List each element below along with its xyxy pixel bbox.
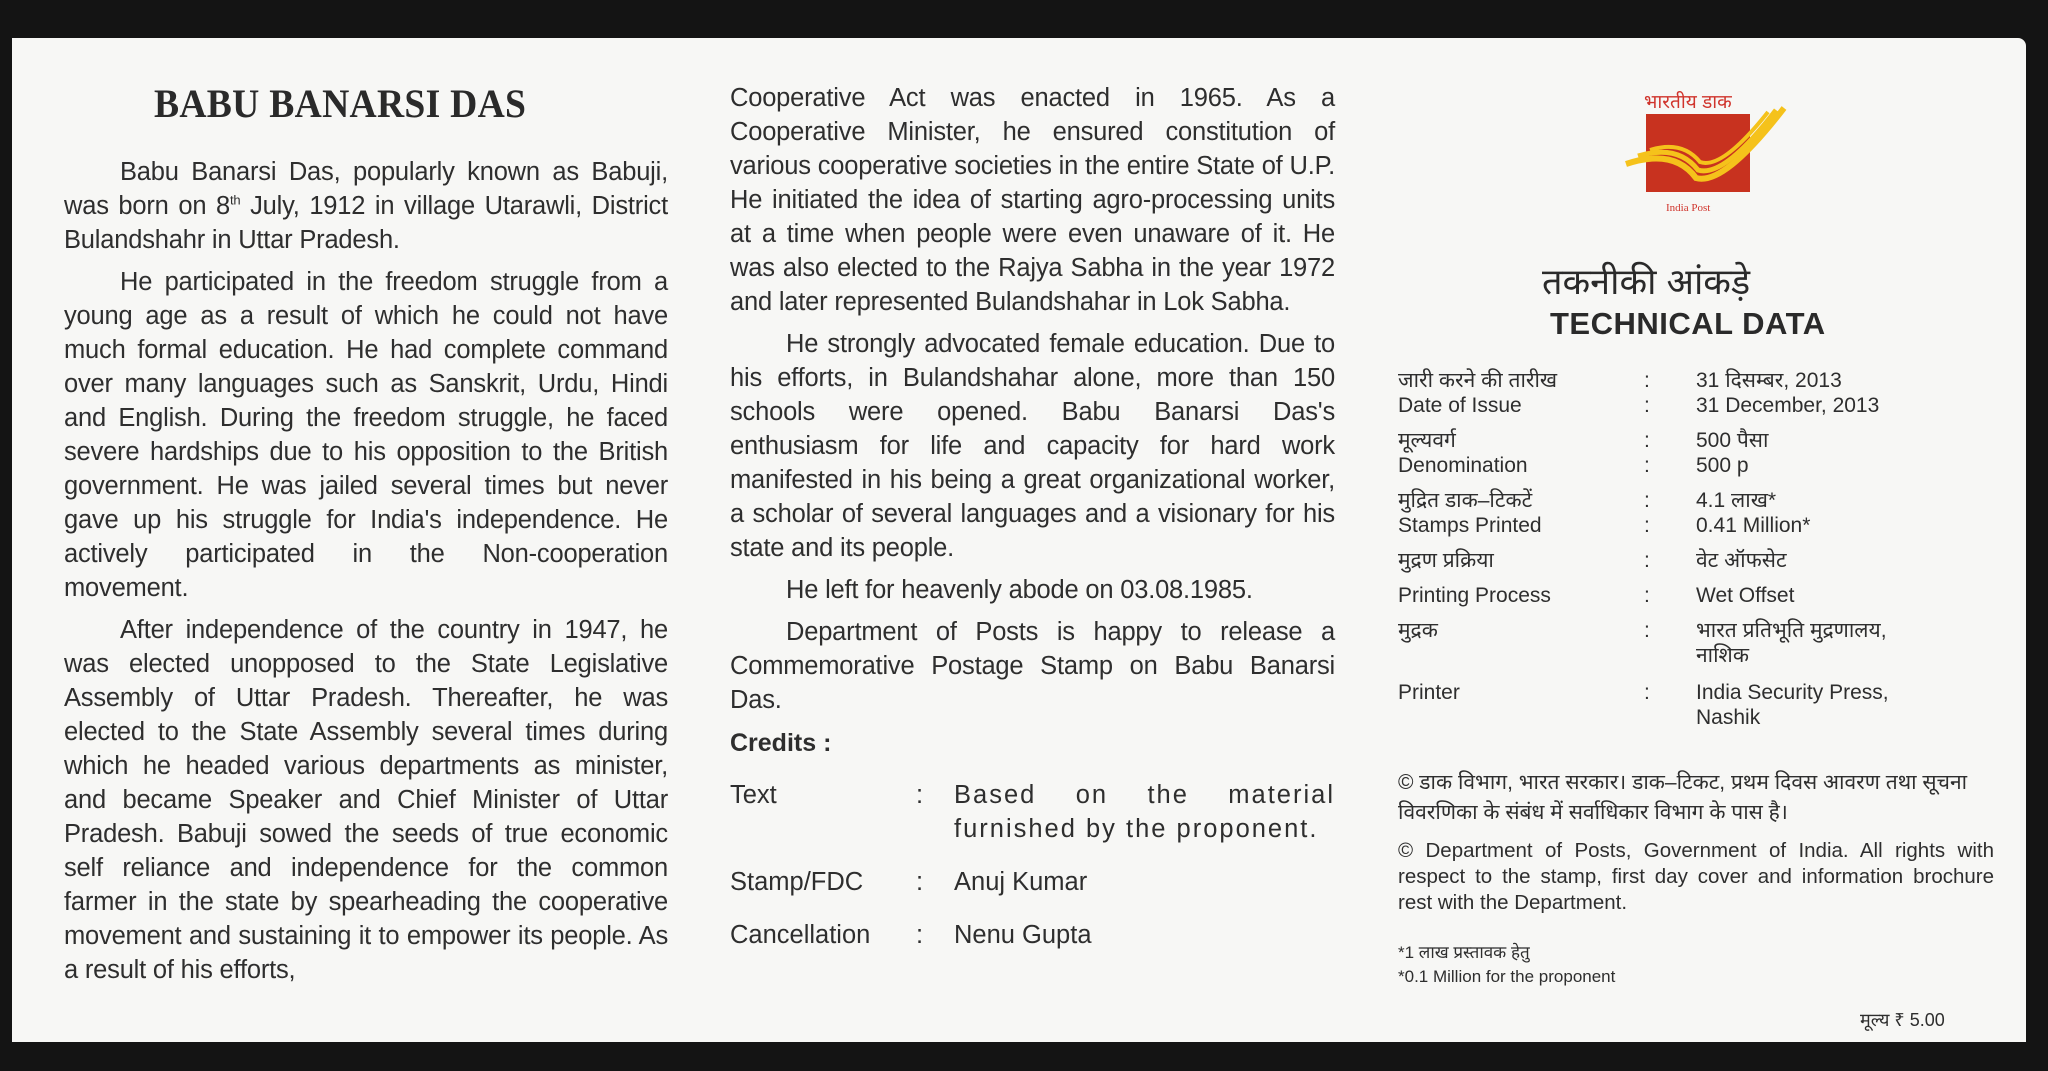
technical-data-title: TECHNICAL DATA xyxy=(1550,306,1826,341)
tech-label: Stamps Printed xyxy=(1398,514,1542,537)
credit-separator: : xyxy=(916,868,924,896)
tech-value xyxy=(1696,618,1998,668)
tech-separator: : xyxy=(1644,489,1650,512)
tech-row-date-hi xyxy=(1398,368,1998,393)
tech-row-printer xyxy=(1398,680,1998,730)
tech-label: Printing Process xyxy=(1398,584,1551,607)
tech-value: Wet Offset xyxy=(1696,584,1795,607)
tech-row-stamps-printed-hi xyxy=(1398,488,1998,513)
paragraph-text: Babu Banarsi Das, popularly known as Babuji, was born on 8 xyxy=(64,158,668,220)
tech-separator: : xyxy=(1644,681,1650,704)
tech-row-date xyxy=(1398,393,1998,418)
credits-heading: Credits : xyxy=(730,729,832,757)
tech-label: Denomination xyxy=(1398,454,1528,477)
credit-row-text xyxy=(730,778,1335,846)
tech-value: 4.1 लाख* xyxy=(1696,489,1777,512)
credit-row-stamp-fdc xyxy=(730,865,1335,899)
brochure-card xyxy=(12,38,2026,1042)
tech-row-denomination xyxy=(1398,453,1998,478)
tech-value-line: India Security Press, xyxy=(1696,681,1889,704)
logo-swoosh-icon xyxy=(1604,86,1824,216)
tech-value-line: भारत प्रतिभूति मुद्रणालय, xyxy=(1696,619,1887,642)
tech-label: मुद्रित डाक–टिकटें xyxy=(1398,489,1533,512)
credit-value: Nenu Gupta xyxy=(954,921,1092,949)
tech-row-stamps-printed xyxy=(1398,513,1998,538)
ordinal-suffix: th xyxy=(229,192,241,208)
tech-row-denomination-hi xyxy=(1398,428,1998,453)
biography-paragraph: Cooperative Act was enacted in 1965. As a Cooperative Minister, he ensured constitution of various cooperative societies in the entire State of U.P. He initiated the idea of starting agro-processing units at a time when people were even unaware of it. He was also elected to the Rajya Sabha in the year 1972 and later represented Bulandshahar in Lok Sabha. xyxy=(730,84,1335,316)
biography-paragraph: He left for heavenly abode on 03.08.1985. xyxy=(786,576,1253,604)
tech-value: वेट ऑफसेट xyxy=(1696,549,1787,572)
tech-value: 0.41 Million* xyxy=(1696,514,1811,537)
copyright-notice: © Department of Posts, Government of India. All rights with respect to the stamp, first day cover and information brochure rest with the Department. xyxy=(1398,839,1994,914)
tech-value: 500 पैसा xyxy=(1696,429,1769,452)
tech-value xyxy=(1696,680,1998,730)
price-label: मूल्य ₹ 5.00 xyxy=(1860,1010,1945,1030)
biography-column-left xyxy=(64,38,668,995)
biography-paragraph: After independence of the country in 1947, he was elected unopposed to the State Legislative Assembly of Uttar Pradesh. Thereafter, he was elected to the State Assembly several times during which he headed various departments as minister, and became Speaker and Chief Minister of Uttar Pradesh. Babuji sowed the seeds of true economic self reliance and independence for the common farmer in the state by spearheading the cooperative movement and sustaining it to empower its people. As a result of his efforts, xyxy=(64,616,668,984)
tech-separator: : xyxy=(1644,369,1650,392)
credit-label: Text xyxy=(730,781,777,809)
footnote-hindi: *1 लाख प्रस्तावक हेतु xyxy=(1398,943,1530,962)
credit-label: Cancellation xyxy=(730,921,871,949)
technical-data-table xyxy=(1398,368,1998,730)
logo-english-text: India Post xyxy=(1666,202,1711,214)
tech-row-printing-process xyxy=(1398,583,1998,608)
tech-separator: : xyxy=(1644,454,1650,477)
paragraph-text: July, 1912 in village Utarawli, District Bulandshahr in Uttar Pradesh. xyxy=(64,192,668,254)
credit-label: Stamp/FDC xyxy=(730,868,864,896)
credit-separator: : xyxy=(916,781,924,809)
tech-separator: : xyxy=(1644,394,1650,417)
page-title: BABU BANARSI DAS xyxy=(154,81,527,126)
tech-separator: : xyxy=(1644,429,1650,452)
tech-value: 31 December, 2013 xyxy=(1696,394,1880,417)
tech-separator: : xyxy=(1644,619,1650,642)
tech-separator: : xyxy=(1644,584,1650,607)
tech-label: जारी करने की तारीख xyxy=(1398,369,1558,392)
tech-label: मुद्रक xyxy=(1398,619,1438,642)
logo-hindi-text: भारतीय डाक xyxy=(1644,92,1732,113)
credit-value: Based on the material furnished by the proponent. xyxy=(954,781,1335,843)
biography-paragraph: He participated in the freedom struggle from a young age as a result of which he could not have much formal education. He had complete command over many languages such as Sanskrit, Urdu, Hindi and English. During the freedom struggle, he faced severe hardships due to his opposition to the British government. He was jailed several times but never gave up his struggle for India's independence. He actively participated in the Non-cooperation movement. xyxy=(64,268,668,602)
tech-separator: : xyxy=(1644,514,1650,537)
footnote: *0.1 Million for the proponent xyxy=(1398,967,1616,986)
tech-value-line: नाशिक xyxy=(1696,644,1749,667)
release-note: Department of Posts is happy to release a Commemorative Postage Stamp on Babu Banarsi Das. xyxy=(730,618,1335,714)
tech-label: Date of Issue xyxy=(1398,394,1522,417)
credit-row-cancellation xyxy=(730,918,1335,952)
biography-paragraph: He strongly advocated female education. Due to his efforts, in Bulandshahar alone, more than 150 schools were opened. Babu Banarsi Das's enthusiasm for life and capacity for hard work manifested in his being a great organizational worker, a scholar of several languages and a visionary for his state and its people. xyxy=(730,330,1335,562)
india-post-logo xyxy=(1604,86,1824,246)
biography-paragraph xyxy=(64,155,668,257)
copyright-notice-hindi: © डाक विभाग, भारत सरकार। डाक–टिकट, प्रथम दिवस आवरण तथा सूचना विवरणिका के संबंध में सर्वाधिकार विभाग के पास है। xyxy=(1398,771,1968,824)
credit-value: Anuj Kumar xyxy=(954,868,1088,896)
tech-label: मुद्रण प्रक्रिया xyxy=(1398,549,1494,572)
credit-separator: : xyxy=(916,921,924,949)
tech-label: मूल्यवर्ग xyxy=(1398,429,1456,452)
tech-value: 500 p xyxy=(1696,454,1749,477)
biography-column-middle xyxy=(730,38,1335,971)
tech-value-line: Nashik xyxy=(1696,706,1761,729)
tech-row-printing-process-hi xyxy=(1398,548,1998,573)
technical-data-title-hindi: तकनीकी आंकड़े xyxy=(1542,261,1751,302)
tech-value: 31 दिसम्बर, 2013 xyxy=(1696,369,1842,392)
tech-row-printer-hi xyxy=(1398,618,1998,668)
tech-separator: : xyxy=(1644,549,1650,572)
tech-label: Printer xyxy=(1398,681,1460,704)
